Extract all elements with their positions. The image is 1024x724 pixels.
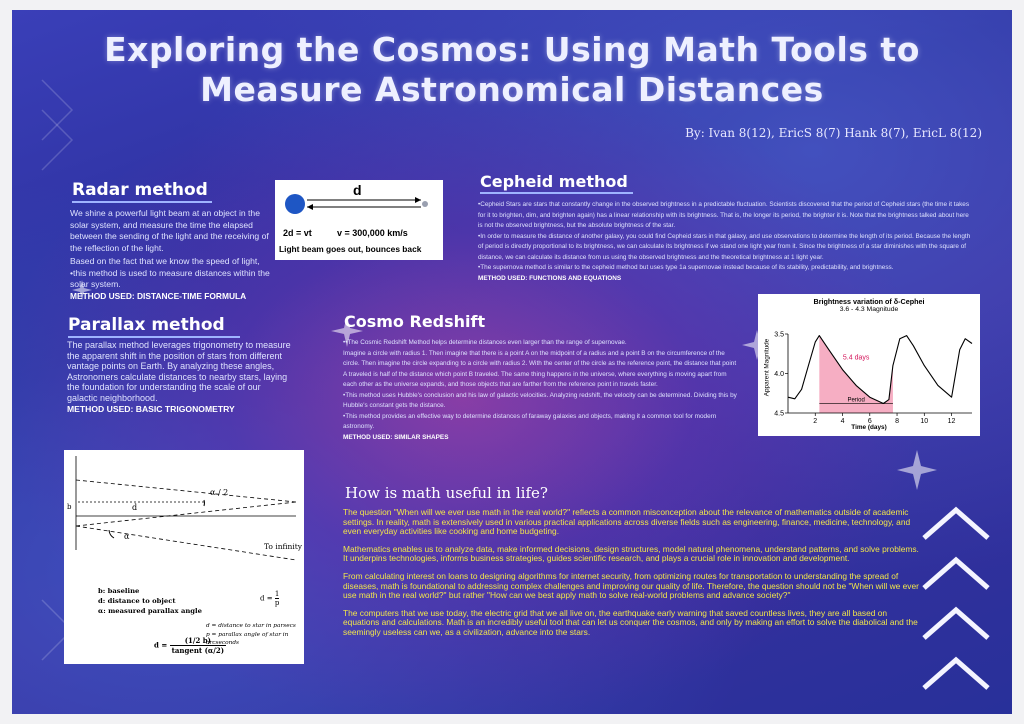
- chart-xlabel: Time (days): [851, 424, 887, 431]
- radar-diagram: [275, 180, 443, 260]
- cepheid-text: [478, 200, 972, 284]
- cepheid-chart: [758, 294, 980, 436]
- baseline-b-label: b: [67, 503, 72, 511]
- parallax-heading: Parallax method: [68, 315, 240, 338]
- chart-plot: [758, 294, 980, 436]
- cepheid-paragraph-1: •Cepheid Stars are stars that constantly change in the observed brightness in a predictable fluctuation. Scientists discovered that the period of Cepheid stars (the time it takes for it to brighten, dim, and brighten again) has a linear relationship with its brightness. That is, the longer its period, the brighter it is. Note that the brightness talked about here is not the observed brightness, but the absolute brightness of the star.: [478, 201, 970, 229]
- math-heading: How is math useful in life?: [345, 484, 548, 502]
- period-label: Period: [847, 397, 865, 404]
- redshift-paragraph-3: •This method uses Hubble's conclusion and his law of galactic velocities. Analyzing redshift, the velocity can be determined. Dividing this by Hubble's constant gets the distance.: [343, 391, 737, 409]
- earth-icon: [285, 194, 305, 214]
- radar-paragraph-1: We shine a powerful light beam at an object in the solar system, and measure the time the elapsed between the sending of the light and the receiving of the reflection of the light.: [70, 208, 269, 253]
- y-tick-label: 4.0: [774, 371, 784, 378]
- radar-text: [70, 208, 270, 302]
- cepheid-paragraph-2: •In order to measure the distance of another galaxy, you could find Cepheid stars in that galaxy, and use observations to determine the length of its period. Because the length of period is directly proportional to its brightness, we can calculate its brightness if we stand one light year from it. Since the brightness of a star diminishes with the square of distance, we can calculate its distance from us using the observed brightness and the theoretical brightness at 1 light year.: [478, 232, 971, 261]
- x-tick-label: 4: [840, 418, 845, 425]
- parsec-note-2: p = parallax angle of star in arcseconds: [206, 631, 289, 646]
- x-tick-label: 2: [813, 418, 818, 425]
- poster-title: [92, 30, 932, 110]
- parallax-text: [67, 340, 293, 414]
- parallax-paragraph-1: The parallax method leverages trigonometry to measure the apparent shift in the position of stars from different vantage points on Earth. By analyzing these angles,: [67, 340, 291, 372]
- formula-1-numerator: (1/2 b): [170, 636, 226, 646]
- parallax-diagram: [64, 450, 304, 664]
- x-tick-label: 10: [920, 418, 929, 425]
- legend-baseline: b: baseline: [98, 587, 140, 595]
- radar-paragraph-3: •this method is used to measure distances within the solar system.: [70, 267, 270, 289]
- period-annotation: 5.4 days: [842, 354, 870, 362]
- formula-2-denominator: p: [274, 599, 280, 607]
- x-tick-label: 6: [867, 418, 872, 425]
- radar-paragraph-2: Based on the fact that we know the speed of light,: [70, 256, 260, 266]
- parallax-legend: [98, 586, 202, 616]
- math-paragraph-1: The question "When will we ever use math in the real world?" reflects a common misconception about the relevance of mathematics outside of academic settings. In reality, math is extensively used in various practical applications across diverse fields such as engineering, finance, medicine, technology, and even everyday activities like cooking and home budgeting.: [343, 507, 911, 537]
- chevron-up-icon: [924, 510, 988, 538]
- cepheid-method: METHOD USED: FUNCTIONS AND EQUATIONS: [478, 274, 622, 282]
- chevron-decoration: [918, 498, 994, 708]
- parsec-note-1: d = distance to star in parsecs: [206, 623, 296, 629]
- redshift-text: [343, 338, 739, 443]
- formula-1-lhs: d =: [154, 640, 168, 650]
- y-tick-label: 4.5: [774, 410, 784, 418]
- x-tick-label: 12: [947, 418, 956, 425]
- redshift-paragraph-1: ••The Cosmic Redshift Method helps determine distances even larger than the range of supernovae.: [343, 339, 627, 346]
- formula-2: [260, 590, 279, 607]
- poster: [12, 10, 1012, 714]
- chart-title: Brightness variation of δ-Cephei: [813, 297, 925, 306]
- alpha-half-label: α / 2: [210, 488, 229, 497]
- chevron-up-icon: [924, 660, 988, 688]
- parallax-method: METHOD USED: BASIC TRIGONOMETRY: [67, 403, 235, 414]
- legend-distance: d: distance to object: [98, 597, 176, 605]
- redshift-method: METHOD USED: SIMILAR SHAPES: [343, 433, 449, 441]
- y-tick-label: 3.5: [774, 331, 784, 339]
- to-infinity-label: To infinity: [264, 542, 303, 551]
- math-text: [343, 508, 923, 638]
- formula-1: [154, 636, 226, 655]
- math-paragraph-2: Mathematics enables us to analyze data, make informed decisions, design structures, model natural phenomena, understand patterns, and solve problems. It underpins technologies, informs business strategies, guides scientific research, and plays a crucial role in innovation and development.: [343, 543, 919, 564]
- alpha-label: α: [124, 532, 130, 541]
- authors: By: Ivan 8(12), EricS 8(7) Hank 8(7), EricL 8(12): [685, 126, 982, 140]
- brightness-curve: [788, 336, 972, 404]
- math-paragraph-3: From calculating interest on loans to designing algorithms for internet security, from optimizing routes for transportation to understanding the spread of diseases, math is foundational to addressing complex challenges and improving our quality of life. Therefore, the question should not be "When will we ever use math in the real world?" but rather "How can we best apply math to solve real-world problems and advance society?": [343, 570, 919, 601]
- distance-d-label: d: [132, 503, 138, 512]
- chevron-up-icon: [924, 610, 988, 638]
- chart-subtitle: 3.6 - 4.3 Magnitude: [839, 306, 899, 313]
- cepheid-heading: Cepheid method: [480, 172, 633, 194]
- math-paragraph-4: The computers that we use today, the electric grid that we all live on, the earthquake early warning that saved countless lives, they are all based on equations and calculations. Math is an incredibly useful tool that can let us conquer the cosmos, and only by making an effort to solve the diabolical and the seemingly useless can we, as a civilization, advance into the stars.: [343, 607, 918, 637]
- legend-angle: α: measured parallax angle: [98, 607, 202, 615]
- radar-d-label: d: [353, 182, 362, 198]
- redshift-paragraph-2: Imagine a circle with radius 1. Then imagine that there is a point A on the midpoint of a radius and a point B on the circumference of the circle. Then imagine the circle expanding to a circle with radius 2. With the center of the circle as the reference point, the distance that point A traveled is half of the distance which point B traveled. The same thing happens in the universe, where everything is moving apart from each other as the universe expands, and those objects that are farther from the reference point in travels faster.: [343, 349, 737, 388]
- chevron-up-icon: [924, 560, 988, 588]
- redshift-paragraph-4: •This method provides an effective way to determine distances of faraway galaxies and objects, making it a common tool for modern astronomy.: [343, 412, 717, 430]
- radar-formula-2: v = 300,000 km/s: [337, 228, 408, 238]
- formula-1-denominator: tangent (α/2): [171, 646, 225, 655]
- radar-heading: Radar method: [72, 180, 212, 203]
- radar-formula-1: 2d = vt: [283, 228, 312, 238]
- formula-2-lhs: d =: [260, 594, 273, 603]
- redshift-heading: Cosmo Redshift: [344, 312, 486, 331]
- formula-2-numerator: 1: [274, 590, 280, 598]
- moon-icon: [422, 201, 428, 207]
- x-tick-label: 8: [895, 418, 899, 425]
- chart-ylabel: Apparent Magnitude: [763, 338, 771, 397]
- parallax-paragraph-2: Astronomers calculate distances to nearby stars, laying the foundation for understanding the scale of our galactic neighborhood.: [67, 371, 288, 403]
- title-line-1: Exploring the Cosmos: Using Math Tools to: [104, 30, 920, 69]
- radar-method: METHOD USED: DISTANCE-TIME FORMULA: [70, 290, 247, 301]
- cepheid-paragraph-3: •The supernova method is similar to the cepheid method but uses type 1a supernovae instead because of its stability, predictability, and brightness.: [478, 264, 894, 271]
- title-line-2: Measure Astronomical Distances: [200, 70, 824, 109]
- radar-caption: Light beam goes out, bounces back: [279, 244, 422, 254]
